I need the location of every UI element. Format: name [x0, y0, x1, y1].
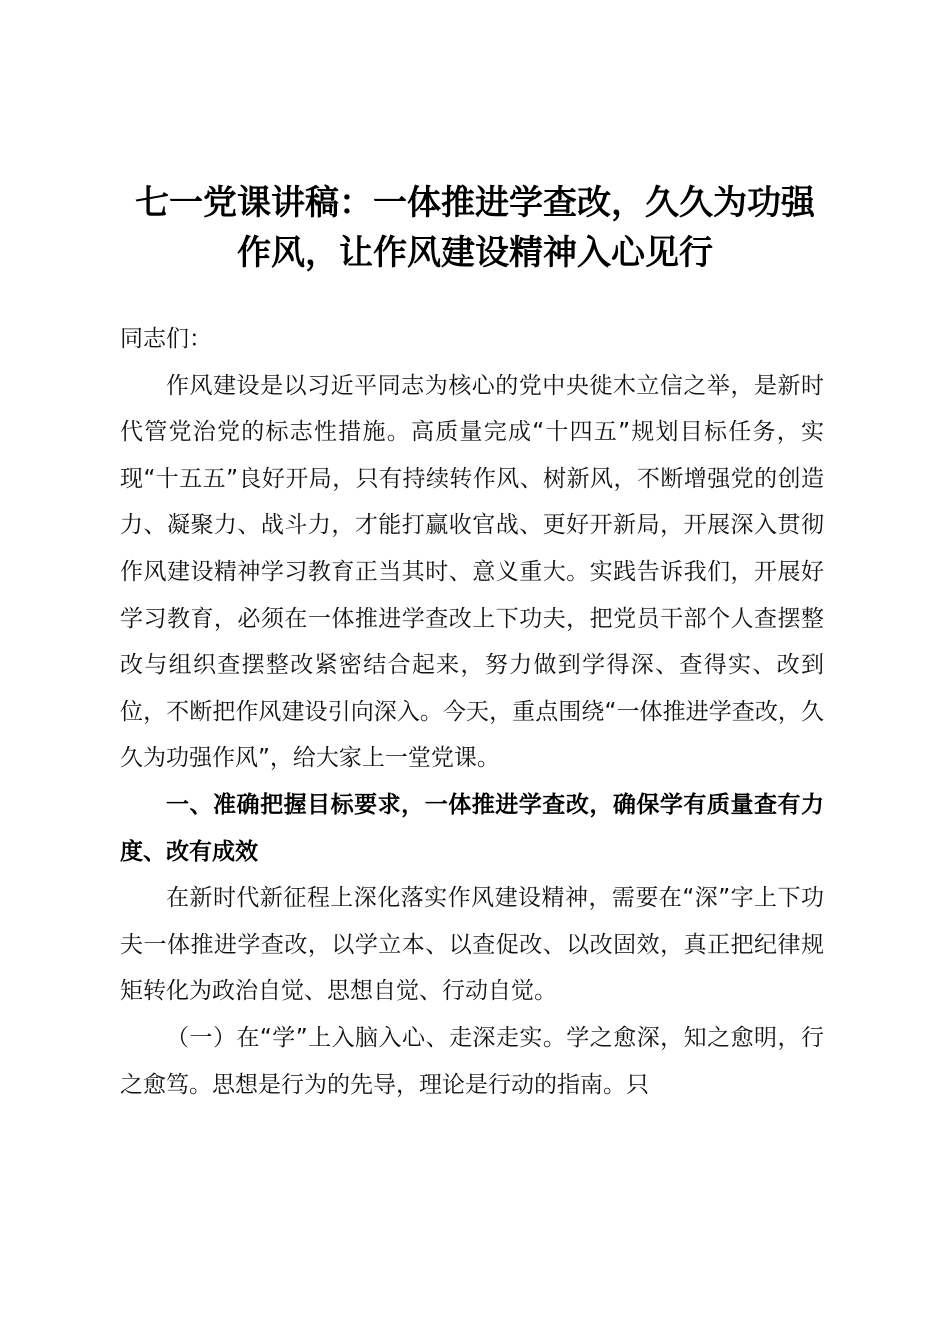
salutation: 同志们：	[120, 326, 212, 352]
document-title	[100, 178, 850, 278]
intro-paragraph: 作风建设是以习近平同志为核心的党中央徙木立信之举，是新时代管党治党的标志性措施。高质量完成“十四五”规划目标任务，实现“十五五”良好开局，只有持续转作风、树新风，不断增强党的创造力、凝聚力、战斗力，才能打赢收官战、更好开新局，开展深入贯彻作风建设精神学习教育正当其时、意义重大。实践告诉我们，开展好学习教育，必须在一体推进学查改上下功夫，把党员干部个人查摆整改与组织查摆整改紧密结合起来，努力做到学得深、查得实、改到位，不断把作风建设引向深入。今天，重点围绕“一体推进学查改，久久为功强作风”，给大家上一堂党课。	[120, 372, 824, 772]
title-line-2: 作风，让作风建设精神入心见行	[237, 233, 713, 273]
title-line-1: 七一党课讲稿：一体推进学查改，久久为功强	[135, 183, 815, 223]
section-1-paragraph: 在新时代新征程上深化落实作风建设精神，需要在“深”字上下功夫一体推进学查改，以学立本、以查促改、以改固效，真正把纪律规矩转化为政治自觉、思想自觉、行动自觉。	[120, 885, 824, 1005]
section-1-heading: 一、准确把握目标要求，一体推进学查改，确保学有质量查有力度、改有成效	[120, 791, 824, 865]
subsection-1-paragraph: （一）在“学”上入脑入心、走深走实。学之愈深，知之愈明，行之愈笃。思想是行为的先导，理论是行动的指南。只	[120, 1024, 824, 1098]
document-body	[120, 316, 824, 1108]
